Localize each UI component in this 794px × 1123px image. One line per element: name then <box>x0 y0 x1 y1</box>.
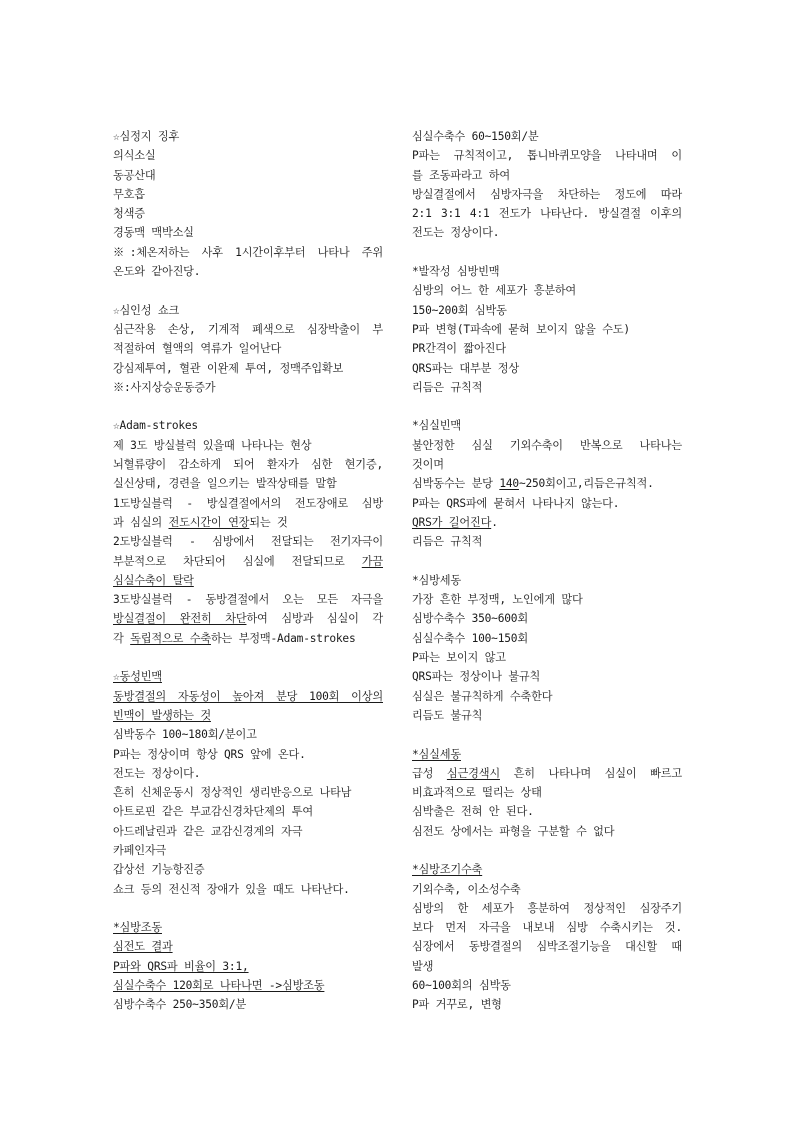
text-line: P파 변형(T파속에 묻혀 보이지 않을 수도) <box>412 322 630 336</box>
text-line: P파 거꾸로, 변형 <box>412 998 502 1012</box>
underlined-text: 심실수축이 탈락 <box>113 573 194 587</box>
underlined-text: 방실결절이 완전히 차단 <box>113 612 247 626</box>
text-line: 심실은 불규칙하게 수축한다 <box>412 689 553 703</box>
text-line: 리듬도 불규칙 <box>412 708 483 722</box>
heading-sinus-tachycardia <box>113 667 383 686</box>
text-line: ※:체온저하는 사후 1시간이후부터 나타나 주위 <box>113 245 383 259</box>
underlined-text: 심실수축수 120회로 나타나면 ->심방조동 <box>113 979 325 993</box>
text-line: 60~100회의 심박동 <box>412 979 511 993</box>
text-line: ※:사지상승운동증가 <box>113 380 216 394</box>
underlined-text: 심전도 결과 <box>113 940 173 954</box>
blank-line <box>412 552 682 571</box>
text-span: 부분적으로 차단되어 심실에 전달되므로 <box>113 554 362 568</box>
text-span: 되는 것 <box>249 515 288 529</box>
blank-line <box>113 397 383 416</box>
text-line <box>113 571 383 590</box>
underlined-text: P파와 QRS파 비율이 3:1, <box>113 959 249 973</box>
text-line <box>113 706 383 725</box>
text-line: 실신상태, 경련을 일으키는 발작상태를 말함 <box>113 477 337 491</box>
text-line: 150~200회 심박동 <box>412 303 507 317</box>
left-column <box>113 127 383 1015</box>
text-line: QRS파는 대부분 정상 <box>412 361 519 375</box>
text-line: 청색증 <box>113 207 145 221</box>
text-line: 아드레날린과 같은 교감신경계의 자극 <box>113 824 303 838</box>
text-line <box>113 957 383 976</box>
text-line: 비효과적으로 떨리는 상태 <box>412 786 542 800</box>
heading-atrial-fibrillation: *심방세동 <box>412 573 461 587</box>
text-line: 경동맥 맥박소실 <box>113 226 194 240</box>
underlined-text: ☆동성빈맥 <box>113 670 162 684</box>
text-line: 의식소실 <box>113 149 156 163</box>
text-line <box>113 629 383 648</box>
text-line: 심근작용 손상, 기계적 폐색으로 심장박출이 부 <box>113 322 383 336</box>
heading-cardiac-arrest-signs: ☆심정지 징후 <box>113 130 180 143</box>
text-line: 전도는 정상이다. <box>412 226 500 240</box>
text-line: PR간격이 짧아진다 <box>412 342 506 356</box>
text-line: P파는 규칙적이고, 톱니바퀴모양을 나타내며 이 <box>412 149 682 163</box>
text-span: 흔히 나타나며 심실이 빠르고 <box>499 766 682 780</box>
text-span: 심박동수는 분당 <box>412 477 500 491</box>
text-line: 적절하여 혈액의 역류가 일어난다 <box>113 342 282 356</box>
text-span: 하는 부정맥-Adam-strokes <box>210 631 356 645</box>
text-line: 를 조동파라고 하여 <box>412 168 510 182</box>
text-line: 심장에서 동방결절의 심박조절기능을 대신할 때 <box>412 940 682 954</box>
text-span: . <box>491 515 498 529</box>
text-line: 카페인자극 <box>113 843 167 857</box>
blank-line <box>113 899 383 918</box>
text-line: P파는 QRS파에 묻혀서 나타나지 않는다. <box>412 496 620 510</box>
text-line <box>412 764 682 783</box>
text-line: 불안정한 심실 기외수축이 반복으로 나타나는 <box>412 438 682 452</box>
right-column <box>412 127 682 1015</box>
text-line: 심실수축수 60~150회/분 <box>412 130 539 143</box>
text-line: 1도방실블럭 - 방실결절에서의 전도장애로 심방 <box>113 496 383 510</box>
text-line: 기외수축, 이소성수축 <box>412 882 521 896</box>
text-line: 2도방실블럭 - 심방에서 전달되는 전기자극이 <box>113 535 383 549</box>
text-line: 전도는 정상이다. <box>113 766 201 780</box>
text-line <box>113 976 383 995</box>
text-line: 가장 흔한 부정맥, 노인에게 많다 <box>412 593 583 607</box>
text-line: 무호흡 <box>113 187 145 201</box>
text-line: 제 3도 방실블럭 있을때 나타나는 현상 <box>113 438 312 452</box>
underlined-text: *심실세동 <box>412 747 461 761</box>
text-line: 심방수축수 250~350회/분 <box>113 998 247 1012</box>
text-line: 쇼크 등의 전신적 장애가 있을 때도 나타난다. <box>113 882 350 896</box>
text-line <box>113 687 383 706</box>
heading-paroxysmal-atrial-tachycardia: *발작성 심방빈맥 <box>412 265 500 279</box>
text-line <box>113 552 383 571</box>
underlined-text: 가끔 <box>361 554 383 568</box>
text-span: 급성 <box>412 766 447 780</box>
blank-line <box>412 243 682 262</box>
text-line: 심전도 상에서는 파형을 구분할 수 없다 <box>412 824 615 838</box>
text-line <box>412 513 682 532</box>
text-line: 강심제투여, 혈관 이완제 투여, 정맥주입확보 <box>113 361 344 375</box>
text-line: 리듬은 규칙적 <box>412 535 483 549</box>
blank-line <box>412 841 682 860</box>
heading-ventricular-fibrillation <box>412 745 682 764</box>
underlined-text: 독립적으로 수축 <box>130 631 211 645</box>
blank-line <box>412 397 682 416</box>
text-line: 발생 <box>412 959 434 973</box>
text-line <box>113 513 383 532</box>
text-line: 심박동수 100~180회/분이고 <box>113 728 257 742</box>
heading-ventricular-tachycardia: *심실빈맥 <box>412 419 461 433</box>
text-line: 심방의 어느 한 세포가 흥분하여 <box>412 284 577 298</box>
text-line: P파는 정상이며 항상 QRS 앞에 온다. <box>113 747 306 761</box>
text-line: 갑상선 기능항진증 <box>113 863 205 877</box>
text-span: 하여 심방과 심실이 각 <box>246 612 383 626</box>
underlined-text: 동방결절의 자동성이 높아져 분당 100회 이상의 <box>113 689 383 703</box>
underlined-text: *심방조동 <box>113 921 162 935</box>
text-line: 심방의 한 세포가 흥분하여 정상적인 심장주기 <box>412 901 682 915</box>
underlined-text: QRS가 길어진다 <box>412 515 492 529</box>
heading-cardiogenic-shock: ☆심인성 쇼크 <box>113 303 180 317</box>
text-span: 각 <box>113 631 131 645</box>
text-line: 보다 먼저 자극을 내보내 심방 수축시키는 것. <box>412 921 682 935</box>
text-line: 것이며 <box>412 458 444 472</box>
underlined-text: 심근경색시 <box>446 766 500 780</box>
text-line: 3도방실블럭 - 동방결절에서 오는 모든 자극을 <box>113 593 383 607</box>
underlined-text: 빈맥이 발생하는 것 <box>113 708 211 722</box>
blank-line <box>113 281 383 300</box>
underlined-text: 전도시간이 연장 <box>168 515 250 529</box>
heading-premature-atrial-contraction <box>412 860 682 879</box>
text-line: 온도와 같아진당. <box>113 265 201 279</box>
text-line: 심실수축수 100~150회 <box>412 631 528 645</box>
text-line: P파는 보이지 않고 <box>412 651 506 665</box>
text-line: 2:1 3:1 4:1 전도가 나타난다. 방실결절 이후의 <box>412 207 682 221</box>
heading-atrial-flutter <box>113 918 383 937</box>
text-line: 뇌혈류량이 감소하게 되어 환자가 심한 현기증, <box>113 458 383 472</box>
text-span: ~250회이고,리듬은규칙적. <box>518 477 654 491</box>
text-line: 아트로핀 같은 부교감신경차단제의 투여 <box>113 805 313 819</box>
text-span: 과 심실의 <box>113 515 169 529</box>
blank-line <box>412 725 682 744</box>
underlined-text: *심방조기수축 <box>412 863 483 877</box>
text-line: 심박출은 전혀 안 된다. <box>412 805 534 819</box>
text-line: 심방수축수 350~600회 <box>412 612 528 626</box>
text-line <box>113 609 383 628</box>
text-line: 흔히 신체운동시 정상적인 생리반응으로 나타남 <box>113 786 352 800</box>
blank-line <box>113 648 383 667</box>
text-line: 동공산대 <box>113 168 156 182</box>
text-line: 리듬은 규칙적 <box>412 380 483 394</box>
text-line <box>412 474 682 493</box>
text-line: 방실결절에서 심방자극을 차단하는 정도에 따라 <box>412 187 682 201</box>
text-line <box>113 937 383 956</box>
text-line: QRS파는 정상이나 불규칙 <box>412 670 541 684</box>
underlined-text: 140 <box>499 477 519 491</box>
heading-adam-strokes: ☆Adam-strokes <box>113 419 198 433</box>
